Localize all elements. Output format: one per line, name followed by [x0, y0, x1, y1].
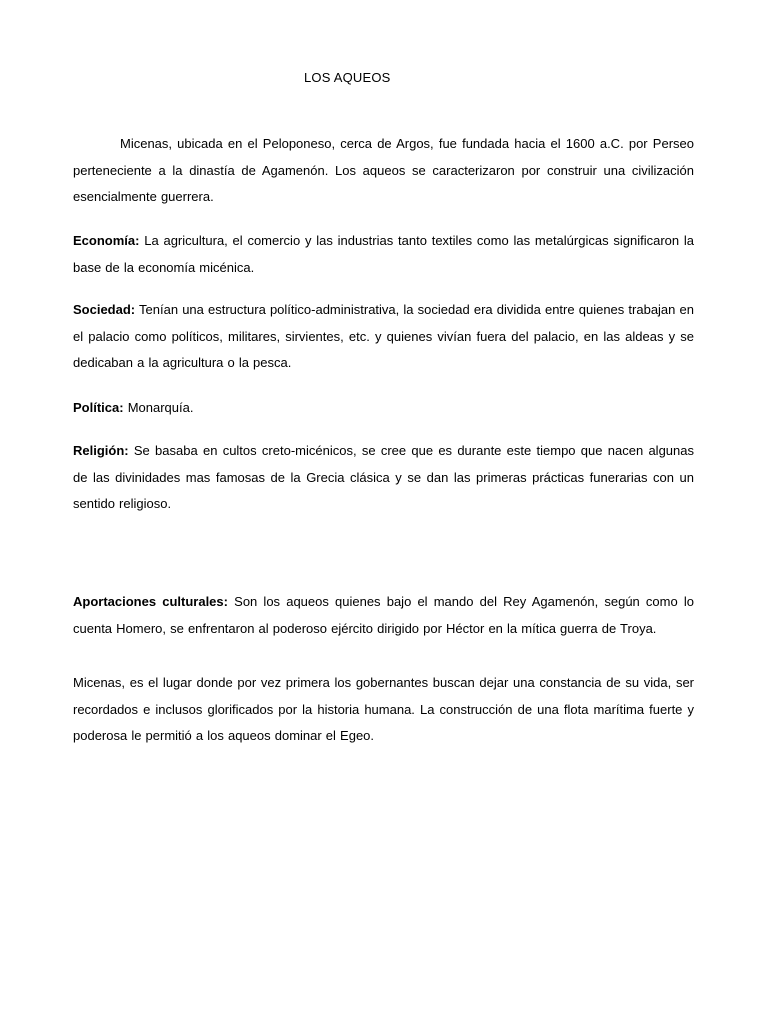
economy-text: La agricultura, el comercio y las industrias tanto textiles como las metalúrgicas significaron la base de la economía micénica.: [73, 233, 694, 275]
religion-paragraph: [73, 438, 694, 518]
society-label: Sociedad:: [73, 302, 136, 317]
cultural-contributions-paragraph: [73, 589, 694, 642]
economy-paragraph: [73, 228, 694, 281]
politics-text: Monarquía.: [123, 400, 194, 415]
economy-label: Economía:: [73, 233, 140, 248]
intro-paragraph: Micenas, ubicada en el Peloponeso, cerca de Argos, fue fundada hacia el 1600 a.C. por Perseo perteneciente a la dinastía de Agamenón. Los aqueos se caracterizaron por construir una civilización esencialmente guerrera.: [73, 136, 694, 204]
document-title: LOS AQUEOS: [304, 70, 391, 85]
religion-text: Se basaba en cultos creto-micénicos, se cree que es durante este tiempo que nacen algunas de las divinidades mas famosas de la Grecia clásica y se dan las primeras prácticas funerarias con un sentido religioso.: [73, 443, 694, 511]
politics-label: Política:: [73, 400, 124, 415]
cultural-contributions-text: Son los aqueos quienes bajo el mando del Rey Agamenón, según como lo cuenta Homero, se enfrentaron al poderoso ejército dirigido por Héctor en la mítica guerra de Troya.: [73, 594, 694, 636]
religion-label: Religión:: [73, 443, 129, 458]
society-text: Tenían una estructura político-administrativa, la sociedad era dividida entre quienes trabajan en el palacio como políticos, militares, sirvientes, etc. y quienes vivían fuera del palacio, en las aldeas y se dedicaban a la agricultura o la pesca.: [73, 302, 694, 370]
cultural-contributions-label: Aportaciones culturales:: [73, 594, 228, 609]
society-paragraph: [73, 297, 694, 377]
closing-paragraph: Micenas, es el lugar donde por vez primera los gobernantes buscan dejar una constancia de su vida, ser recordados e inclusos glorificados por la historia humana. La construcción de una flota marítima fuerte y poderosa le permitió a los aqueos dominar el Egeo.: [73, 675, 694, 743]
politics-paragraph: [73, 395, 694, 422]
